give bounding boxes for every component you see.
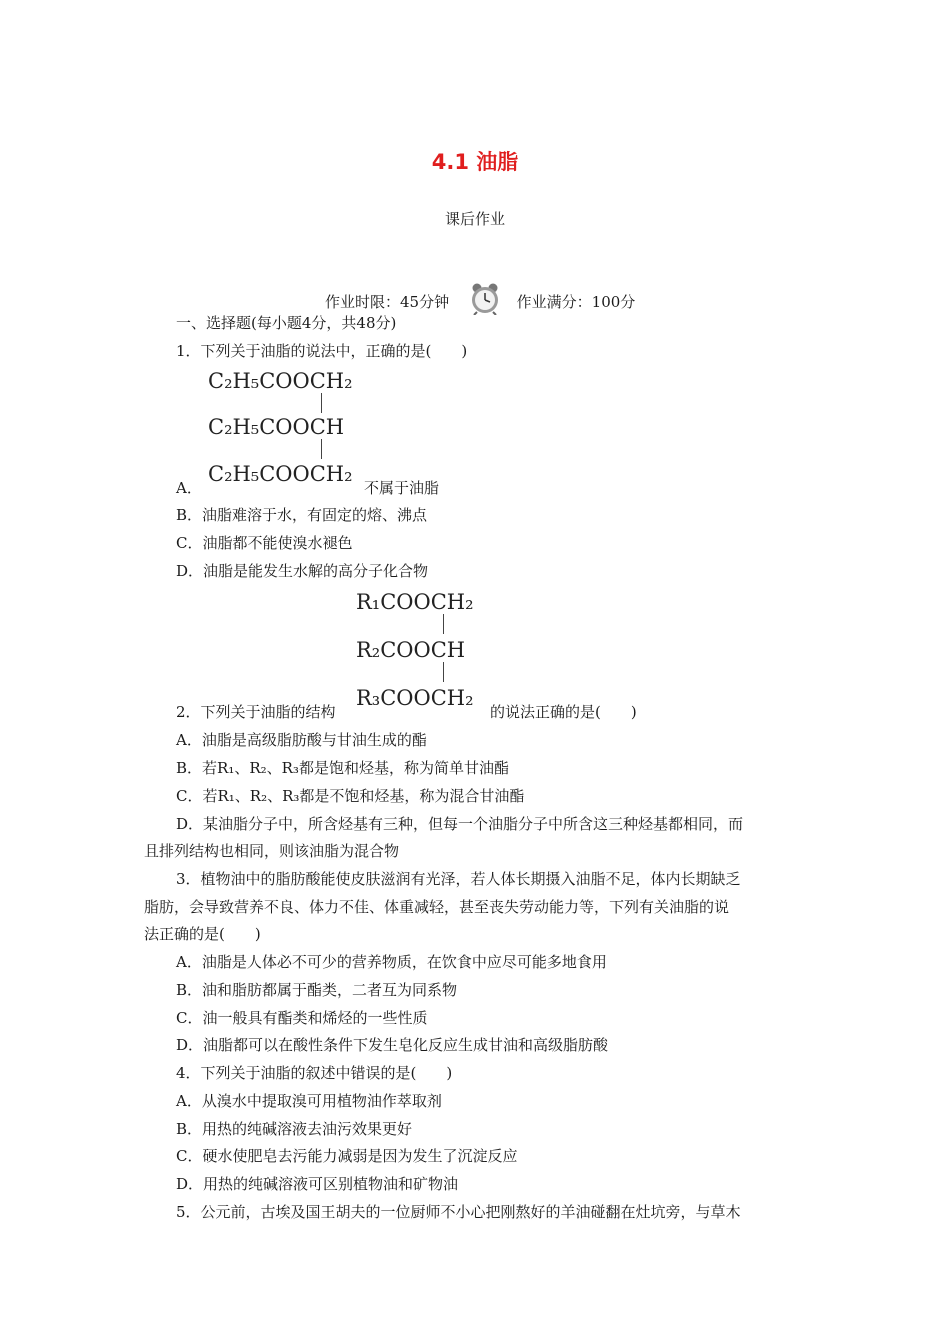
- q1-formula-line-3: C₂H₅COOCH₂: [208, 462, 353, 486]
- q4-option-c: C．硬水使肥皂去污能力减弱是因为发生了沉淀反应: [176, 1147, 518, 1165]
- q1-option-a-label: A．: [176, 479, 202, 497]
- q2-stem-post: 的说法正确的是( ): [490, 703, 637, 721]
- page-subtitle: 课后作业: [444, 210, 505, 228]
- q2-option-d-line-2: 且排列结构也相同，则该油脂为混合物: [144, 842, 400, 860]
- q2-option-c: C．若R₁、R₂、R₃都是不饱和烃基，称为混合甘油酯: [176, 787, 525, 805]
- q1-bond-2: [321, 439, 322, 459]
- q1-option-c: C．油脂都不能使溴水褪色: [176, 534, 353, 552]
- section-heading: 一、选择题(每小题4分，共48分): [176, 314, 397, 332]
- q2-option-a: A．油脂是高级脂肪酸与甘油生成的酯: [176, 731, 427, 749]
- q3-option-c: C．油一般具有酯类和烯烃的一些性质: [176, 1009, 428, 1027]
- page-title: 4.1 油脂: [431, 150, 519, 174]
- q3-stem-line-1: 3．植物油中的脂肪酸能使皮肤滋润有光泽，若人体长期摄入油脂不足，体内长期缺乏: [176, 870, 741, 888]
- q2-formula-line-2: R₂COOCH: [356, 638, 466, 662]
- q2-formula-line-3: R₃COOCH₂: [356, 686, 474, 710]
- q2-bond-1: [443, 614, 444, 634]
- q1-formula-line-2: C₂H₅COOCH: [208, 415, 345, 439]
- q5-stem-line-1: 5．公元前，古埃及国王胡夫的一位厨师不小心把刚熬好的羊油碰翻在灶坑旁，与草木: [176, 1203, 741, 1221]
- q3-stem-line-2: 脂肪，会导致营养不良、体力不佳、体重减轻，甚至丧失劳动能力等，下列有关油脂的说: [144, 898, 730, 916]
- q3-stem-line-3: 法正确的是( ): [144, 925, 261, 943]
- q1-option-a-text: 不属于油脂: [364, 479, 440, 497]
- q1-stem: 1．下列关于油脂的说法中，正确的是( ): [176, 342, 468, 360]
- q1-bond-1: [321, 393, 322, 413]
- q1-option-b: B．油脂难溶于水，有固定的熔、沸点: [176, 506, 428, 524]
- q2-formula-line-1: R₁COOCH₂: [356, 590, 474, 614]
- q4-option-a: A．从溴水中提取溴可用植物油作萃取剂: [176, 1092, 442, 1110]
- q3-option-b: B．油和脂肪都属于酯类，二者互为同系物: [176, 981, 458, 999]
- q4-stem: 4．下列关于油脂的叙述中错误的是( ): [176, 1064, 453, 1082]
- q1-formula-line-1: C₂H₅COOCH₂: [208, 369, 353, 393]
- q2-bond-2: [443, 662, 444, 682]
- q3-option-d: D．油脂都可以在酸性条件下发生皂化反应生成甘油和高级脂肪酸: [176, 1036, 609, 1054]
- time-limit: 作业时限：45分钟: [325, 292, 450, 311]
- full-score: 作业满分：100分: [516, 292, 636, 311]
- q2-option-d-line-1: D．某油脂分子中，所含烃基有三种，但每一个油脂分子中所含这三种烃基都相同，而: [176, 815, 744, 833]
- q2-option-b: B．若R₁、R₂、R₃都是饱和烃基，称为简单甘油酯: [176, 759, 509, 777]
- alarm-clock-icon: [468, 283, 502, 319]
- q1-option-d: D．油脂是能发生水解的高分子化合物: [176, 562, 429, 580]
- q3-option-a: A．油脂是人体必不可少的营养物质，在饮食中应尽可能多地食用: [176, 953, 607, 971]
- q2-stem-pre: 2．下列关于油脂的结构: [176, 703, 336, 721]
- q4-option-d: D．用热的纯碱溶液可区别植物油和矿物油: [176, 1175, 459, 1193]
- q4-option-b: B．用热的纯碱溶液去油污效果更好: [176, 1120, 413, 1138]
